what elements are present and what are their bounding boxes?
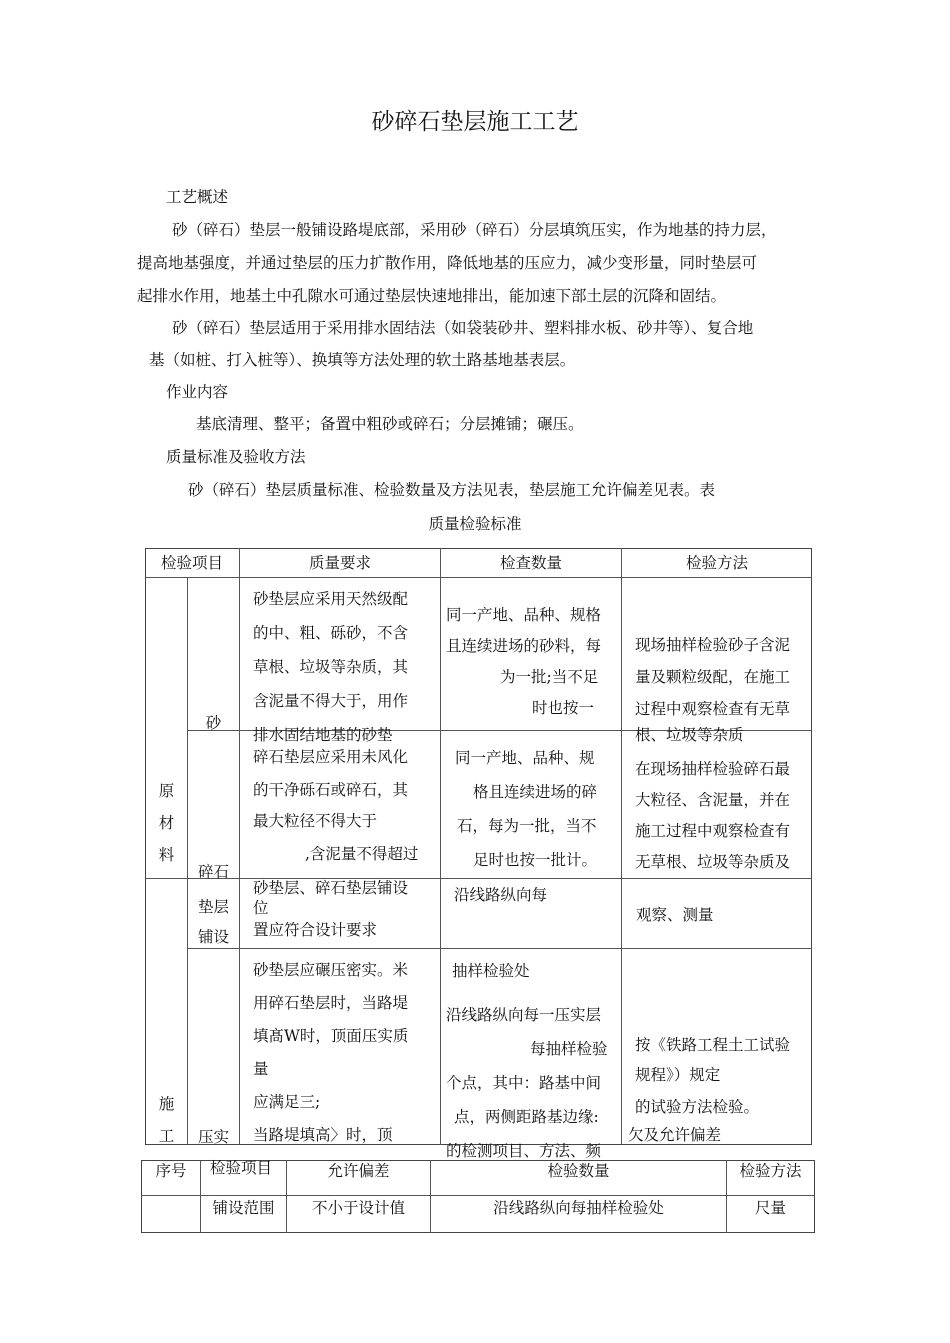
- quality-intro: 砂（碎石）垫层质量标准、检验数量及方法见表，垫层施工允许偏差见表。表: [188, 481, 716, 499]
- table2-header: 检验方法: [739, 1162, 802, 1180]
- table-header: 质量要求: [308, 554, 371, 572]
- table2-header: 检验项目: [210, 1159, 273, 1177]
- paragraph-line: 砂（碎石）垫层适用于采用排水固结法（如袋装砂井、塑料排水板、砂井等）、复合地: [172, 319, 754, 337]
- laying-requirement: 砂垫层、碎石垫层铺设 位 置应符合设计要求: [253, 879, 409, 939]
- table-note: 欠及允许偏差: [628, 1126, 722, 1144]
- section-heading-work: 作业内容: [166, 383, 229, 401]
- table2-cell: 沿线路纵向每抽样检验处: [493, 1199, 664, 1217]
- row-label-compaction: 压实: [197, 1128, 229, 1146]
- row-label-laying: 垫层 铺设: [197, 898, 229, 946]
- table2-header: 序号: [155, 1162, 187, 1180]
- compaction-quantity: 抽样检验处 沿线路纵向每一压实层 每抽样检验 个点，其中：路基中间 点，两侧距路基边缘: 的检测项目、方法、频: [446, 962, 608, 1160]
- table-caption: 质量检验标准: [428, 515, 522, 533]
- paragraph-line: 基（如桩、打入桩等）、换填等方法处理的软土路基地基表层。: [149, 351, 576, 369]
- table-header: 检查数量: [499, 554, 562, 572]
- sand-method: 现场抽样检验砂子含泥 量及颗粒级配，在施工 过程中观察检查有无草 根、垃圾等杂质: [635, 636, 791, 744]
- page-title: 砂碎石垫层施工工艺: [371, 109, 579, 135]
- group-label-construction: 施 工: [158, 1095, 175, 1145]
- gravel-method: 在现场抽样检验碎石最 大粒径、含泥量，并在 施工过程中观察检查有 无草根、垃圾等杂质及: [635, 760, 791, 871]
- compaction-requirement: 砂垫层应碾压密实。米 用碎石垫层时，当路堤 填髙W时，顶面压实质 量 应满足三; 当路堤填高〉时，顶: [253, 961, 409, 1144]
- paragraph-line: 起排水作用，地基土中孔隙水可通过垫层快速地排出，能加速下部土层的沉降和固结。: [137, 287, 727, 305]
- work-content: 基底清理、整平；备置中粗砂或碎石；分层摊铺；碾压。: [196, 415, 584, 433]
- laying-quantity: 沿线路纵向每: [454, 886, 548, 904]
- laying-method: 观察、测量: [636, 906, 714, 924]
- group-label-raw-material: 原 材 料: [158, 782, 175, 864]
- table-header: 检验项目: [160, 554, 223, 572]
- row-label-sand: 砂: [205, 714, 222, 732]
- sand-quantity: 同一产地、品种、规格 且连续进场的砂料，每 为一批;当不足 时也按一: [446, 606, 602, 717]
- table2-header: 检验数量: [547, 1162, 610, 1180]
- compaction-method: 按《铁路工程土工试验 规程》）规定 的试验方法检验。: [635, 1036, 791, 1116]
- gravel-quantity: 同一产地、品种、规 格且连续进场的碎 石，每为一批，当不 足时也按一批计。: [455, 749, 598, 869]
- table2-cell: 铺设范围: [212, 1199, 275, 1217]
- table2-cell: 尺量: [754, 1199, 786, 1217]
- section-heading-overview: 工艺概述: [166, 188, 229, 206]
- table2-header: 允许偏差: [327, 1162, 390, 1180]
- gravel-requirement: 碎石垫层应采用未风化 的干净砾石或碎石，其 最大粒径不得大于 ,含泥量不得超过: [253, 748, 419, 863]
- table2-cell: 不小于设计值: [311, 1199, 405, 1217]
- paragraph-line: 砂（碎石）垫层一般铺设路堤底部，采用砂（碎石）分层填筑压实，作为地基的持力层，: [172, 221, 777, 239]
- section-heading-quality: 质量标准及验收方法: [166, 448, 306, 466]
- row-label-gravel: 碎石: [197, 863, 229, 881]
- sand-requirement: 砂垫层应采用天然级配 的中、粗、砾砂，不含 草根、垃圾等杂质，其 含泥量不得大于，用作 排水固结地基的砂垫: [253, 590, 409, 744]
- table-header: 检验方法: [685, 554, 748, 572]
- paragraph-line: 提高地基强度，并通过垫层的压力扩散作用，降低地基的压应力，减少变形量，同时垫层可: [137, 254, 758, 272]
